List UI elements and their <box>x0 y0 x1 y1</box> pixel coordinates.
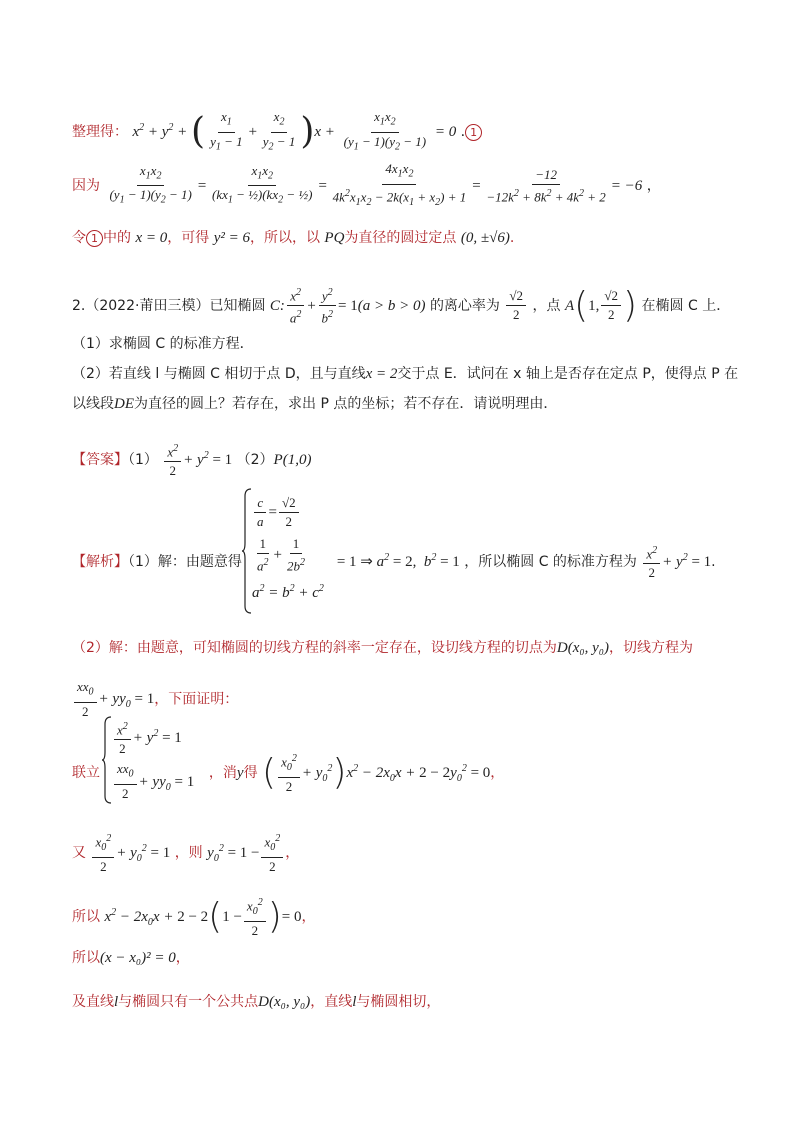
tangent-line: $\frac{xx_0}{2}$ + $yy_0 = 1$，下面证明： <box>72 678 238 721</box>
label-because: 因为 <box>72 177 100 194</box>
eq-point-a: A(1, $\frac{√2}{2}$ ) <box>564 284 638 326</box>
question-2-line: 2.（2022·莆田三模）已知椭圆 C: $\frac{x^2}{a^2}$ + $\frac{y^2}{b^2}$ = 1(a > b > 0) 的离心率为 $\frac{√2}{2}$ ，点 A(1, $\frac{√2}{2}$ ) 在椭圆 C 上． <box>72 284 731 326</box>
equation-line-1: 整理得： $x^2 + y^2$ + ( $\frac{x_1}{y_1 - 1}$ + $\frac{x_2}{y_2 - 1}$ )x + $\frac{x_1x_2}{(y_1 - 1)(y_2 - 1)}$ = 0 . 1 <box>72 108 482 156</box>
equation-1: $x^2 + y^2$ + ( $\frac{x_1}{y_1 - 1}$ + $\frac{x_2}{y_2 - 1}$ )x + $\frac{x_1x_2}{(y_1 - 1)(y_2 - 1)}$ = 0 <box>132 109 457 153</box>
equation-2: $\frac{x_1x_2}{(y_1 - 1)(y_2 - 1)}$ = $\frac{x_1x_2}{(kx_1 - \frac{1}{2})(kx_2 - \frac{1}{2})}$ = $\frac{4x_1x_2}{4k^2x_1x_2 - 2k(x_1 + x_2) + 1}$ = $\frac{-12}{-12k^2 + 8k^2 + 4k^2 + 2}$ = −6 <box>109 161 643 208</box>
eq-also-1: $\frac{x_0^2}{2}$ + $y_0^2 = 1$ <box>90 845 170 861</box>
analysis-2-line: （2）解：由题意，可知椭圆的切线方程的斜率一定存在，设切线方程的切点为D(x₀, y₀)，切线方程为 <box>72 640 693 656</box>
eq-ellipse: C: $\frac{x^2}{a^2}$ + $\frac{y^2}{b^2}$ = 1(a > b > 0) <box>270 298 426 314</box>
equation-system-1: $\frac{c}{a}$ = $\frac{√2}{2}$ $\frac{1}{a^2}$ + $\frac{1}{2b^2}$ $a^2 = b^2 + c^2$ <box>252 495 324 602</box>
eq-eccentricity: $\frac{√2}{2}$ <box>506 287 526 324</box>
answer-1: $\frac{x^2}{2}$ + $y^2 = 1$ <box>162 452 232 468</box>
also-line: 又 $\frac{x_0^2}{2}$ + $y_0^2 = 1$ ，则 $y_0^2 = 1$ − $\frac{x_0^2}{2}$ ， <box>72 830 299 876</box>
eq-y2-6: y² = 6 <box>213 230 250 246</box>
answer-tag: 【答案】 <box>72 452 128 469</box>
therefore-line-2: 所以(x − x₀)² = 0， <box>72 950 190 966</box>
eq-therefore-1: $x^2 - 2x_0x + 2 - 2(1$ − $\frac{x_0^2}{2}$ )= 0 <box>104 895 302 938</box>
eq-also-2: $y_0^2 = 1$ − $\frac{x_0^2}{2}$ <box>207 845 285 861</box>
simultaneous-line: 联立 ，消y得 ( $\frac{x_0^2}{2}$ + $y_0^2)x^2 - 2x_0x + 2 - 2y_0^2 = 0$， <box>72 751 505 794</box>
eq-fixed-point: (0, ±√6) <box>460 230 510 246</box>
question-source: （2022·莆田三模） <box>85 297 210 314</box>
equation-line-2: 因为 $\frac{x_1x_2}{(y_1 - 1)(y_2 - 1)}$ = $\frac{x_1x_2}{(kx_1 - \frac{1}{2})(kx_2 - \frac{1}{2})}$ = $\frac{4x_1x_2}{4k^2x_1x_2 - 2k(x_1 + x_2) + 1}$ = $\frac{-12}{-12k^2 + 8k^2 + 4k^2 + 2}$ = −6 ， <box>72 161 661 208</box>
equation-system-2: $\frac{x^2}{2}$ + $y^2 = 1$ $\frac{xx_0}{2}$ + $yy_0 = 1$ <box>112 718 194 803</box>
question-2-part-2: （2）若直线 l 与椭圆 C 相切于点 D，且与直线x = 2交于点 E．试问在 x 轴上是否存在定点 P，使得点 P 在 <box>72 366 739 382</box>
eq-tangent: $\frac{xx_0}{2}$ + $yy_0 = 1$ <box>72 691 154 707</box>
question-number: 2. <box>72 297 86 314</box>
therefore-line-1: 所以 $x^2 - 2x_0x + 2 - 2(1$ − $\frac{x_0^2}{2}$ )= 0， <box>72 895 316 938</box>
eq-standard: $\frac{x^2}{2}$ + $y^2 = 1$ <box>641 554 711 570</box>
eq-quadratic: ( $\frac{x_0^2}{2}$ + $y_0^2)x^2 - 2x_0x + 2 - 2y_0^2 = 0$ <box>262 751 491 794</box>
conclusion-line: 令 1 中的 x = 0，可得 y² = 6，所以，以 PQ为直径的圆过定点 (0, ±√6). <box>72 230 515 246</box>
answer-line: 【答案】（1） $\frac{x^2}{2}$ + $y^2 = 1$ （2）P(1,0) <box>72 440 311 480</box>
answer-2: P(1,0) <box>273 452 312 469</box>
final-line: 及直线l与椭圆只有一个公共点D(x₀, y₀)，直线l与椭圆相切， <box>72 994 441 1010</box>
eq-x-zero: x = 0 <box>135 230 168 246</box>
eq-therefore-2: (x − x₀)² = 0 <box>100 950 176 966</box>
analysis-tag: 【解析】 <box>72 554 128 571</box>
question-2-part-1: （1）求椭圆 C 的标准方程． <box>72 336 254 352</box>
label-rearranged: 整理得： <box>72 124 128 141</box>
circled-number-1: 1 <box>465 124 482 141</box>
eq-de: DE <box>114 396 134 412</box>
analysis-1-line: 【解析】（1）解：由题意得 = 1 ⇒ $a^2 = 2$, $b^2 = 1$ ，所以椭圆 C 的标准方程为 $\frac{x^2}{2}$ + $y^2 = 1$. <box>72 542 716 582</box>
eq-system-mid: = 1 ⇒ $a^2 = 2$, $b^2 = 1$ <box>336 552 460 571</box>
circled-number-1-ref: 1 <box>86 230 103 247</box>
eq-point-d-2: D(x₀, y₀) <box>258 994 311 1010</box>
eq-pq: PQ <box>324 230 345 246</box>
eq-point-d: D(x₀, y₀) <box>556 640 609 656</box>
question-2-part-2-cont: 以线段DE为直径的圆上？若存在，求出 P 点的坐标；若不存在．请说明理由． <box>72 396 558 412</box>
eq-x-2: x = 2 <box>365 366 398 382</box>
